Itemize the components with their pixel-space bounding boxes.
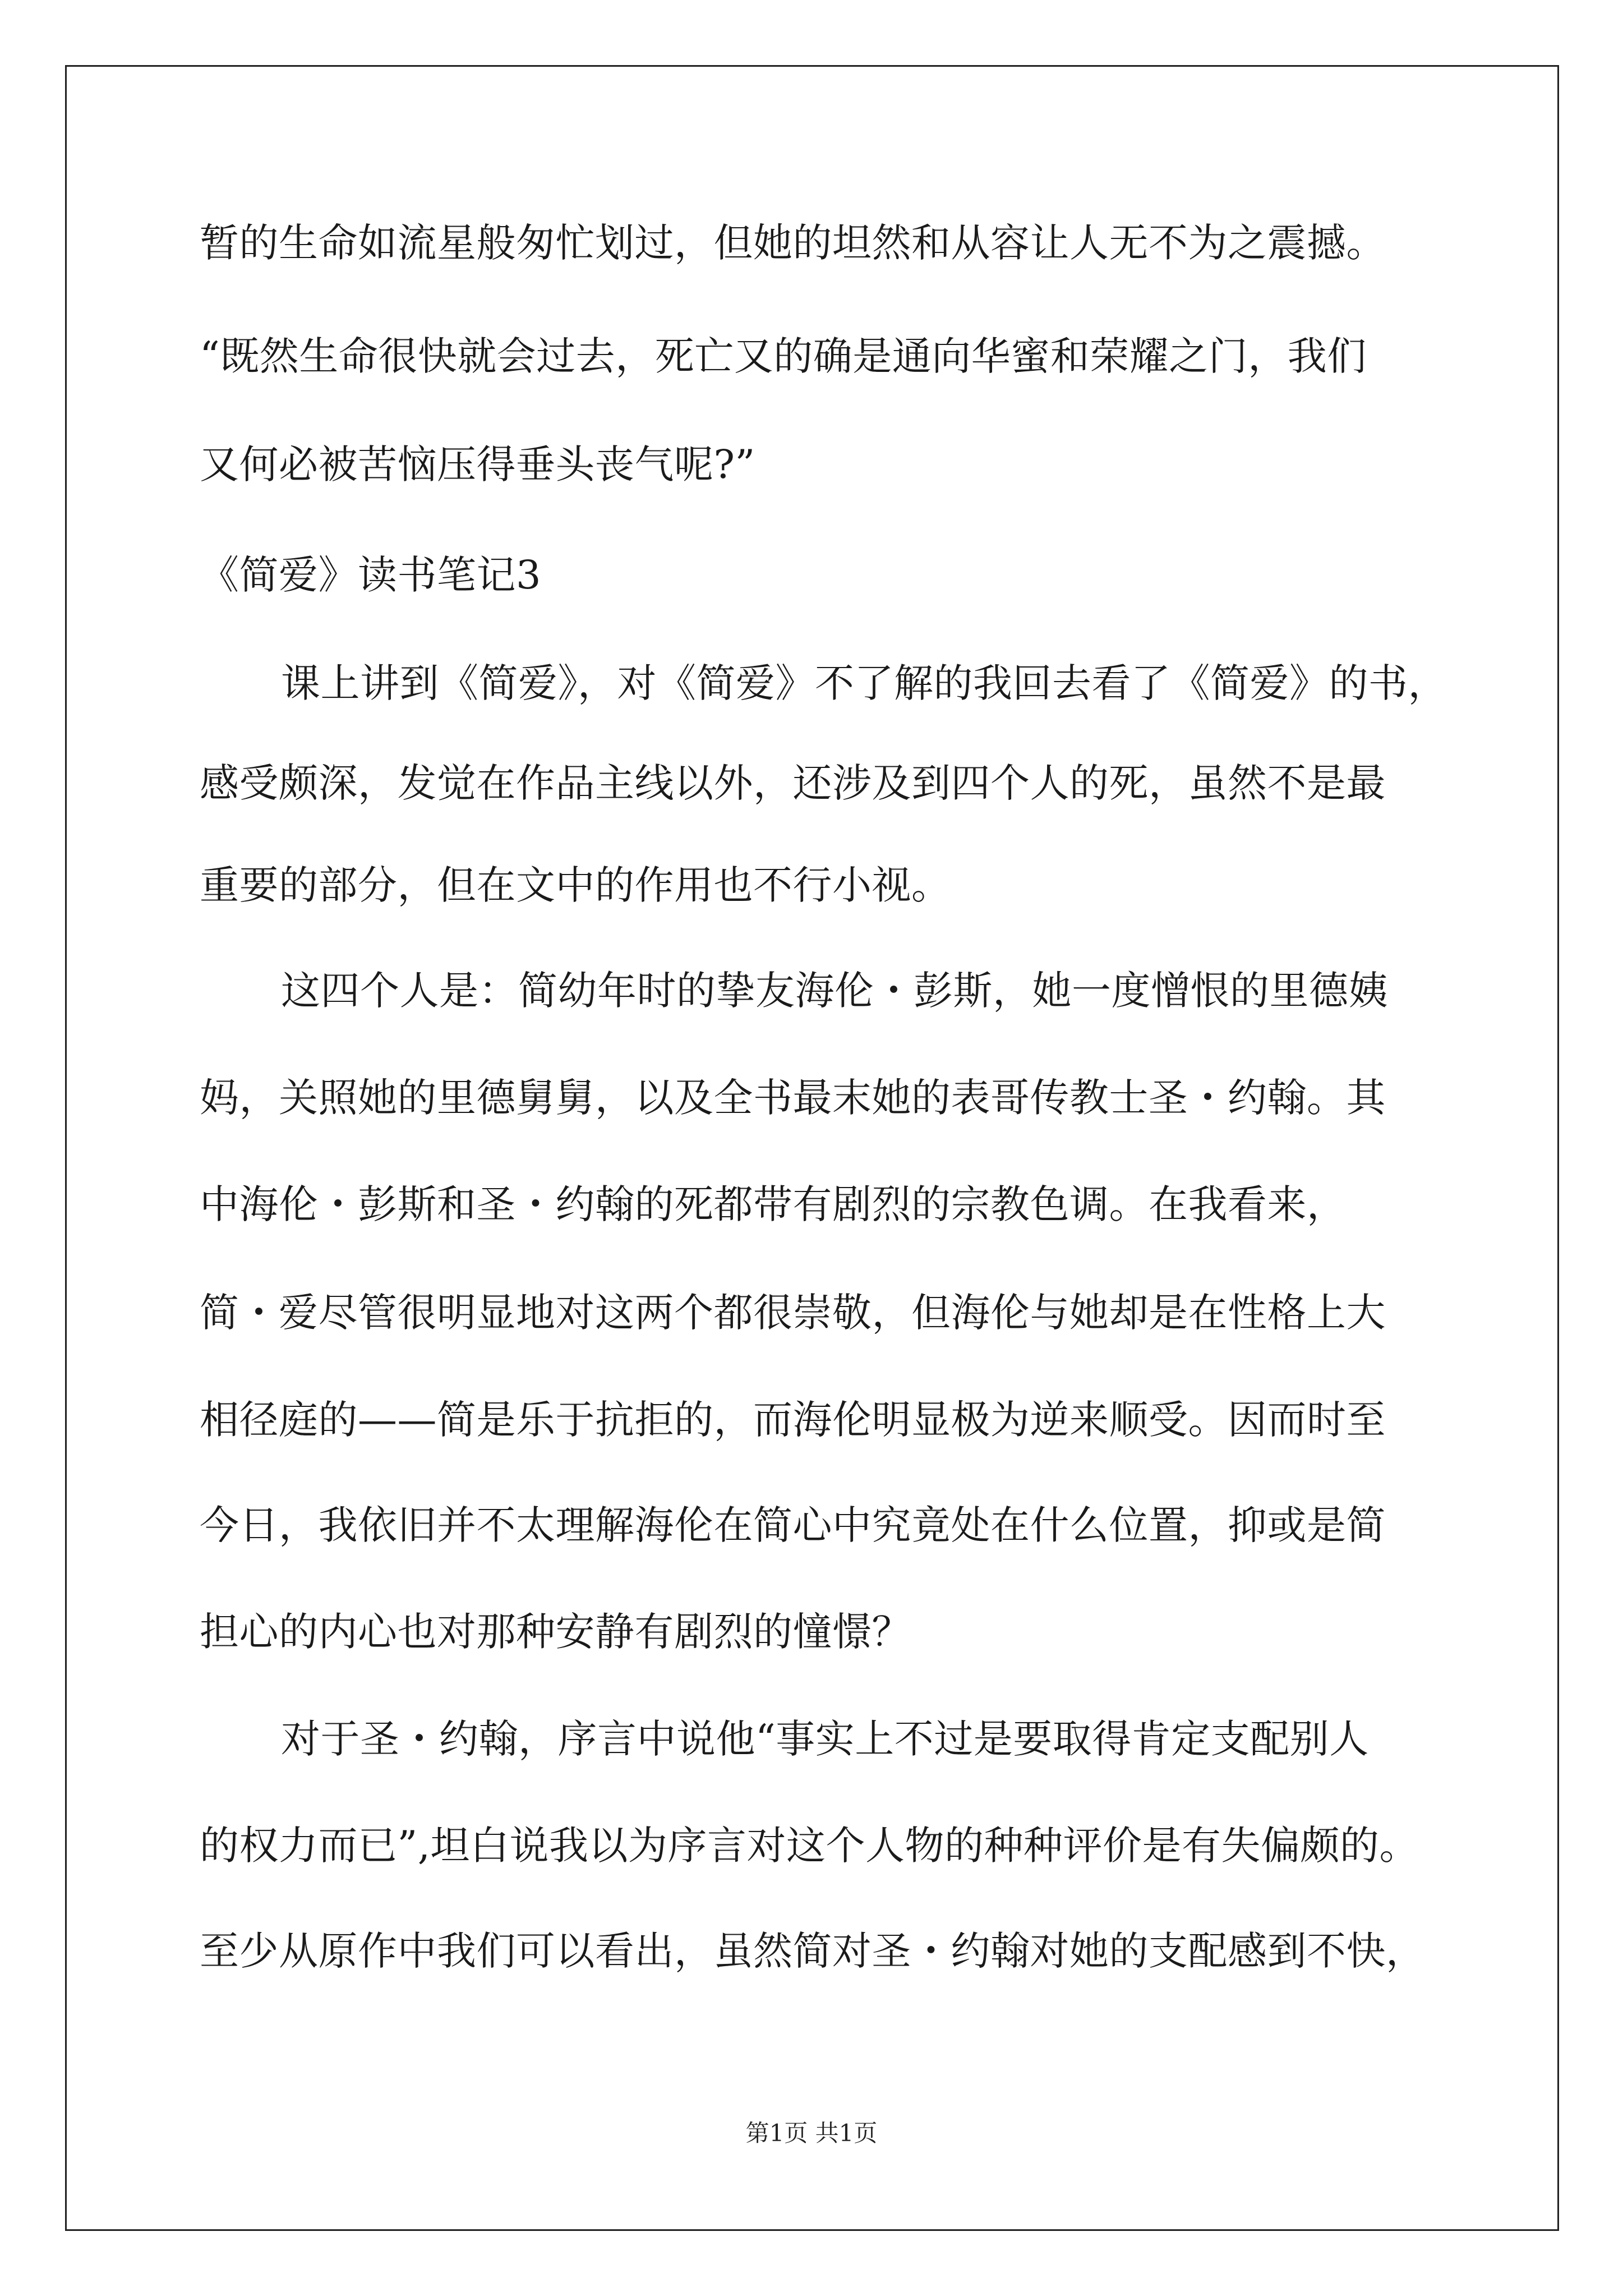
text-line: 又何必被苦恼压得垂头丧气呢?” [200, 441, 755, 487]
text-line: 相径庭的——简是乐于抗拒的，而海伦明显极为逆来顺受。因而时至 [200, 1397, 1386, 1443]
text-line: 的权力而已”,坦白说我以为序言对这个人物的种种评价是有失偏颇的。 [200, 1823, 1419, 1869]
page-border [65, 65, 1559, 2231]
text-line: 重要的部分，但在文中的作用也不行小视。 [200, 862, 951, 908]
section-heading: 《简爱》读书笔记3 [200, 552, 542, 598]
paragraph-first-line: 课上讲到《简爱》，对《简爱》不了解的我回去看了《简爱》的书， [281, 660, 1447, 706]
text-line: 至少从原作中我们可以看出，虽然简对圣・约翰对她的支配感到不快， [200, 1928, 1426, 1974]
text-line: 妈，关照她的里德舅舅，以及全书最末她的表哥传教士圣・约翰。其 [200, 1075, 1386, 1121]
text-line: 担心的内心也对那种安静有剧烈的憧憬？ [200, 1609, 911, 1655]
page-number-footer: 第1页 共1页 [745, 2119, 878, 2147]
text-line: “既然生命很快就会过去，死亡又的确是通向华蜜和荣耀之门，我们 [200, 333, 1367, 379]
text-line: 感受颇深，发觉在作品主线以外，还涉及到四个人的死，虽然不是最 [200, 760, 1386, 806]
text-line: 中海伦・彭斯和圣・约翰的死都带有剧烈的宗教色调。在我看来， [200, 1181, 1347, 1227]
text-line: 今日，我依旧并不太理解海伦在简心中究竟处在什么位置，抑或是简 [200, 1502, 1386, 1548]
text-line: 暂的生命如流星般匆忙划过，但她的坦然和从容让人无不为之震撼。 [200, 220, 1386, 266]
text-line: 简・爱尽管很明显地对这两个都很崇敬，但海伦与她却是在性格上大 [200, 1290, 1386, 1336]
paragraph-first-line: 对于圣・约翰，序言中说他“事实上不过是要取得肯定支配别人 [281, 1716, 1369, 1762]
paragraph-first-line: 这四个人是：简幼年时的挚友海伦・彭斯，她一度憎恨的里德姨 [281, 968, 1388, 1014]
